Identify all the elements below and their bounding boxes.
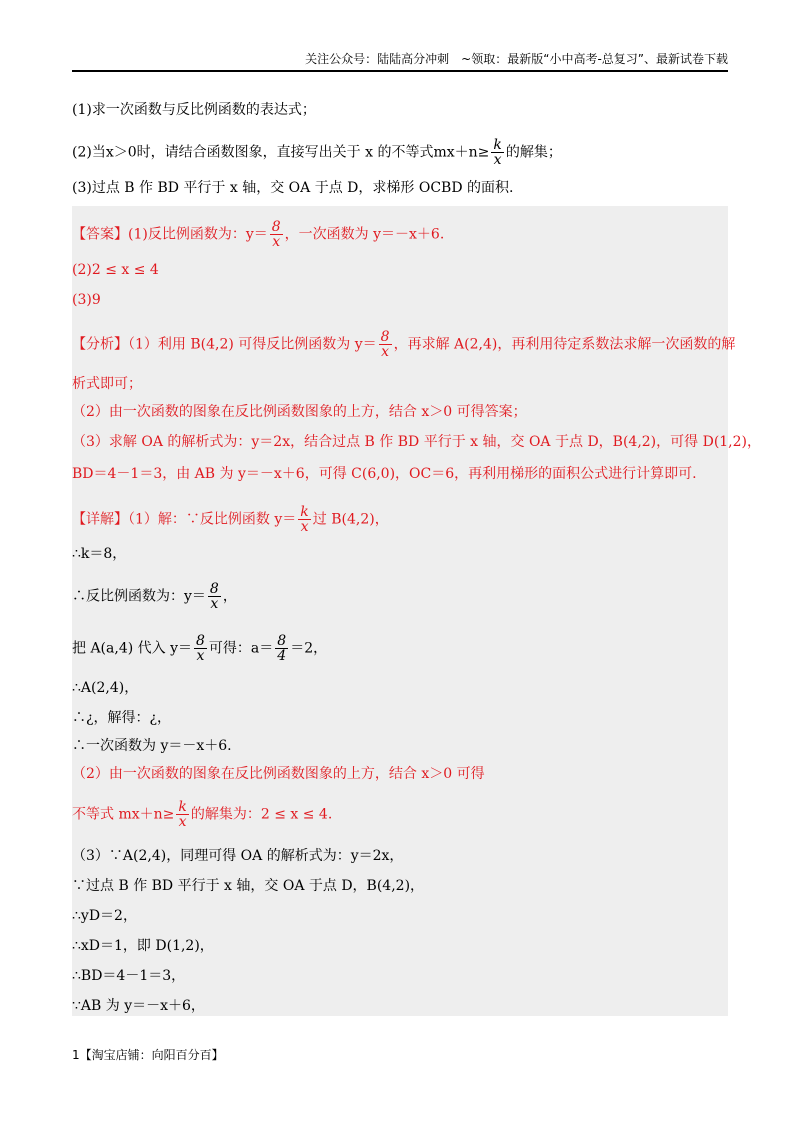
detail-line-14: ∴BD＝4－1＝3，	[72, 968, 186, 984]
detail-line-15: ∵AB 为 y＝－x＋6，	[72, 998, 205, 1014]
analysis-line-2: 析式即可；	[72, 376, 142, 392]
fraction: $\frac{k}{x}$	[300, 504, 309, 535]
analysis-line-1: 【分析】（1）利用 B(4,2) 可得反比例函数为 y＝ $\frac{8}{x}$ ，再求解 A(2,4)，再利用待定系数法求解一次函数的解	[72, 329, 736, 360]
detail-line-12: ∴yD＝2，	[72, 908, 137, 924]
detail-line-7: ∴一次函数为 y＝－x＋6.	[72, 738, 232, 754]
answer-line-1: 【答案】(1)反比例函数为：y＝ $\frac{8}{x}$ ，一次函数为 y＝－x＋6.	[72, 219, 445, 250]
fraction: $\frac{8}{4}$	[277, 633, 287, 664]
detail-line-4: 把 A(a,4) 代入 y＝ $\frac{8}{x}$ 可得：a＝ $\frac{8}{4}$ ＝2，	[72, 633, 328, 664]
page-header: 关注公众号：陆陆高分冲刺 ~领取：最新版“小中高考-总复习”、最新试卷下载	[305, 52, 728, 66]
detail-line-1: 【详解】（1）解：∵反比例函数 y＝ $\frac{k}{x}$ 过 B(4,2)，	[72, 504, 389, 535]
detail-line-9: 不等式 mx＋n≥ $\frac{k}{x}$ 的解集为：2 ≤ x ≤ 4.	[72, 799, 333, 830]
detail-line-10: （3）∵A(2,4)，同理可得 OA 的解析式为：y＝2x，	[72, 848, 404, 864]
fraction: $\frac{k}{x}$	[493, 137, 502, 168]
answer-line-3: (3)9	[72, 292, 101, 308]
detail-line-6: ∴¿，解得：¿，	[72, 710, 172, 726]
question-3: (3)过点 B 作 BD 平行于 x 轴，交 OA 于点 D，求梯形 OCBD 的面积.	[72, 180, 514, 196]
question-1: (1)求一次函数与反比例函数的表达式；	[72, 102, 316, 118]
detail-line-8: （2）由一次函数的图象在反比例函数图象的上方，结合 x＞0 可得	[72, 766, 485, 782]
fraction: $\frac{8}{x}$	[271, 219, 281, 250]
question-2: (2)当x＞0时，请结合函数图象，直接写出关于 x 的不等式mx＋n≥ $\frac{k}{x}$ 的解集；	[72, 137, 562, 168]
detail-line-3: ∴反比例函数为：y＝ $\frac{8}{x}$ ，	[72, 581, 237, 612]
detail-line-5: ∴A(2,4)，	[72, 680, 139, 696]
fraction: $\frac{k}{x}$	[178, 799, 187, 830]
detail-line-13: ∴xD＝1，即 D(1,2)，	[72, 938, 214, 954]
answer-line-2: (2)2 ≤ x ≤ 4	[72, 262, 159, 278]
fraction: $\frac{8}{x}$	[209, 581, 219, 612]
analysis-line-4: （3）求解 OA 的解析式为：y＝2x，结合过点 B 作 BD 平行于 x 轴，交 OA 于点 D，B(4,2)，可得 D(1,2)，	[72, 434, 762, 450]
analysis-line-5: BD＝4－1＝3，由 AB 为 y＝－x＋6，可得 C(6,0)，OC＝6，再利用梯形的面积公式进行计算即可.	[72, 466, 697, 482]
header-rule	[72, 70, 728, 72]
fraction: $\frac{8}{x}$	[196, 633, 205, 664]
fraction: $\frac{8}{x}$	[380, 329, 390, 360]
analysis-line-3: （2）由一次函数的图象在反比例函数图象的上方，结合 x＞0 可得答案；	[72, 404, 527, 420]
detail-line-11: ∵过点 B 作 BD 平行于 x 轴，交 OA 于点 D，B(4,2)，	[72, 878, 425, 894]
detail-line-2: ∴k＝8，	[72, 546, 127, 562]
page-footer: 1【淘宝店铺：向阳百分百】	[72, 1048, 224, 1062]
